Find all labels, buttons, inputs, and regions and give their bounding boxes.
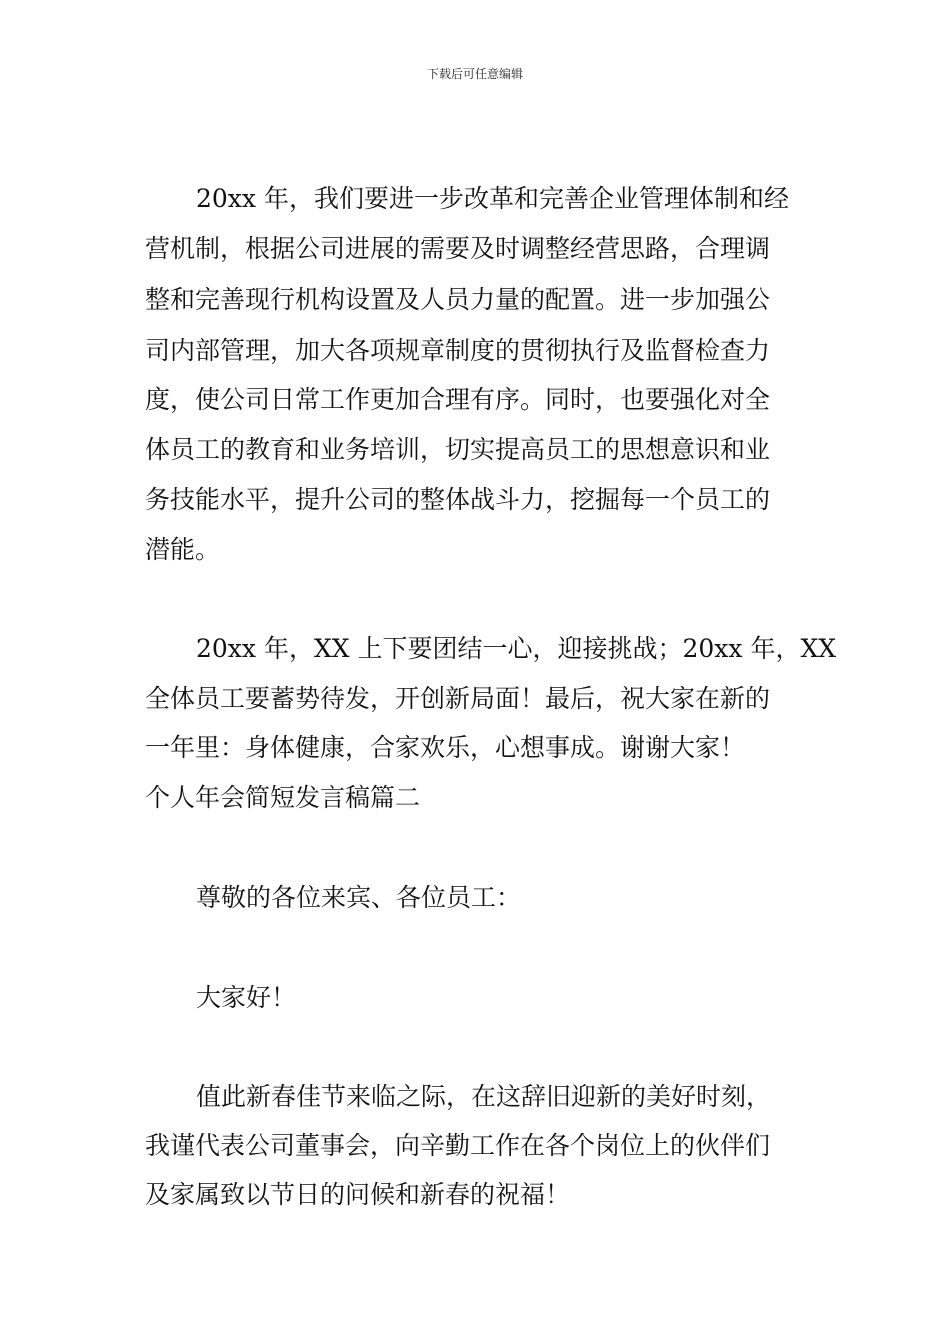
paragraph-1-line-1: 20xx 年，我们要进一步改革和完善企业管理体制和经 — [196, 184, 789, 213]
paragraph-3-line-1: 值此新春佳节来临之际，在这辞旧迎新的美好时刻， — [196, 1082, 772, 1111]
paragraph-2-line-3: 一年里：身体健康，合家欢乐，心想事成。谢谢大家！ — [145, 733, 746, 762]
paragraph-1-line-2: 营机制，根据公司进展的需要及时调整经营思路，合理调 — [145, 234, 771, 263]
salutation: 尊敬的各位来宾、各位员工： — [196, 883, 522, 912]
paragraph-1-line-7: 务技能水平，提升公司的整体战斗力，挖掘每一个员工的 — [145, 485, 771, 514]
paragraph-1-line-5: 度，使公司日常工作更加合理有序。同时，也要强化对全 — [145, 385, 771, 414]
section-title: 个人年会简短发言稿篇二 — [145, 783, 421, 812]
paragraph-1-line-4: 司内部管理，加大各项规章制度的贯彻执行及监督检查力 — [145, 336, 771, 365]
paragraph-2-line-1: 20xx 年，XX 上下要团结一心，迎接挑战；20xx 年，XX — [196, 634, 837, 663]
page-header-note: 下载后可任意编辑 — [426, 67, 523, 81]
paragraph-2-line-2: 全体员工要蓄势待发，开创新局面！最后，祝大家在新的 — [145, 684, 771, 713]
paragraph-3-line-3: 及家属致以节日的问候和新春的祝福！ — [145, 1180, 571, 1209]
greeting: 大家好！ — [196, 983, 297, 1012]
paragraph-1-line-6: 体员工的教育和业务培训，切实提高员工的思想意识和业 — [145, 435, 771, 464]
paragraph-1-line-8: 潜能。 — [145, 535, 221, 564]
paragraph-3-line-2: 我谨代表公司董事会，向辛勤工作在各个岗位上的伙伴们 — [145, 1131, 771, 1160]
paragraph-1-line-3: 整和完善现行机构设置及人员力量的配置。进一步加强公 — [145, 285, 771, 314]
